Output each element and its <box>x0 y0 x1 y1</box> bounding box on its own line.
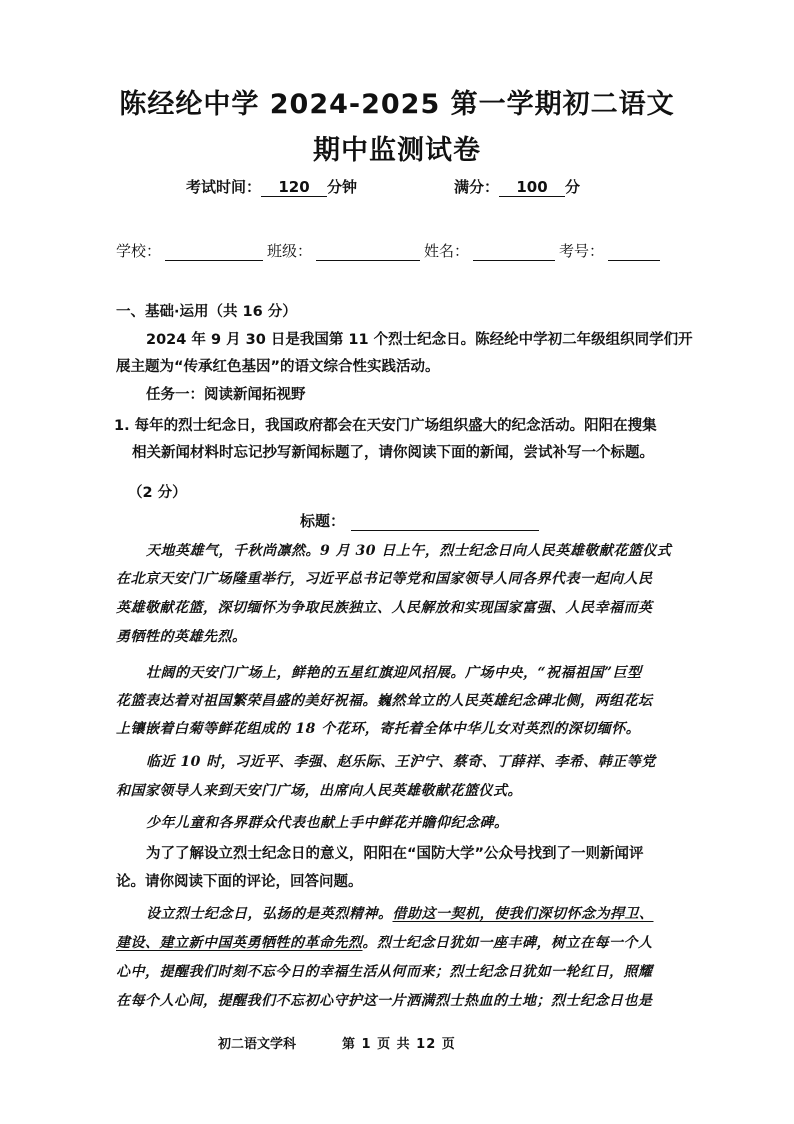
exam-time-label: 考试时间： <box>186 178 262 196</box>
student-info-row <box>116 240 676 261</box>
news-p1-line4: 勇牺牲的英雄先烈。 <box>116 629 247 645</box>
exam-score-value: 100 <box>499 178 565 197</box>
news-p1-line2: 在北京天安门广场隆重举行，习近平总书记等党和国家领导人同各界代表一起向人民 <box>116 571 653 587</box>
news-p2-line2: 花篮表达着对祖国繁荣昌盛的美好祝福。巍然耸立的人民英雄纪念碑北侧，两组花坛 <box>116 693 653 709</box>
news-p2-line3: 上镶嵌着白菊等鲜花组成的 18 个花环，寄托着全体中华儿女对英烈的深切缅怀。 <box>116 721 641 737</box>
footer-page-number: 第 1 页 共 12 页 <box>342 1037 456 1052</box>
news-p3-line1: 临近 10 时，习近平、李强、赵乐际、王沪宁、蔡奇、丁薛祥、李希、韩正等党 <box>146 754 656 770</box>
headline-answer-row <box>300 510 539 531</box>
headline-answer-field[interactable] <box>351 514 539 531</box>
news-p1-line1: 天地英雄气，千秋尚凛然。9 月 30 日上午，烈士纪念日向人民英雄敬献花篮仪式 <box>146 543 672 559</box>
name-label: 姓名： <box>424 242 470 260</box>
class-label: 班级： <box>267 242 313 260</box>
task1-heading: 任务一：阅读新闻拓视野 <box>146 387 306 403</box>
exam-title-line2: 期中监测试卷 <box>313 135 481 166</box>
news-p3-line2: 和国家领导人来到天安门广场，出席向人民英雄敬献花篮仪式。 <box>116 783 522 799</box>
news-p1-line3: 英雄敬献花篮，深切缅怀为争取民族独立、人民解放和实现国家富强、人民幸福而英 <box>116 600 653 616</box>
exam-time-value: 120 <box>261 178 327 197</box>
exam-title-line1: 陈经纶中学 2024-2025 第一学期初二语文 <box>119 89 675 120</box>
question1-points: （2 分） <box>128 485 187 501</box>
commentary-line4: 在每个人心间，提醒我们不忘初心守护这一片洒满烈士热血的土地；烈士纪念日也是 <box>116 993 653 1009</box>
section1-intro-line1: 2024 年 9 月 30 日是我国第 11 个烈士纪念日。陈经纶中学初二年级组织同学们开 <box>146 332 693 348</box>
exam-score-label: 满分： <box>454 178 500 196</box>
section1-heading: 一、基础·运用（共 16 分） <box>116 304 297 320</box>
class-field[interactable] <box>316 244 420 261</box>
school-label: 学校： <box>116 242 162 260</box>
commentary-line1-plain: 设立烈士纪念日，弘扬的是英烈精神。 <box>146 906 393 922</box>
school-field[interactable] <box>165 244 263 261</box>
question1-line1: 1. 每年的烈士纪念日，我国政府都会在天安门广场组织盛大的纪念活动。阳阳在搜集 <box>114 418 657 434</box>
exam-score-unit: 分 <box>565 178 581 196</box>
commentary-line3: 心中，提醒我们时刻不忘今日的幸福生活从何而来；烈士纪念日犹如一轮红日，照耀 <box>116 964 653 980</box>
news-p4-line1: 少年儿童和各界群众代表也献上手中鲜花并瞻仰纪念碑。 <box>146 815 509 831</box>
exam-time <box>186 176 357 197</box>
name-field[interactable] <box>473 244 555 261</box>
footer-subject: 初二语文学科 <box>218 1037 297 1052</box>
commentary-line2-plain: 。烈士纪念日犹如一座丰碑，树立在每一个人 <box>362 935 653 951</box>
headline-label: 标题： <box>300 512 346 530</box>
exam-score <box>454 176 580 197</box>
commentary-line1 <box>146 903 686 923</box>
commentary-underlined-sentence-part1: 借助这一契机，使我们深切怀念为捍卫、 <box>392 906 654 922</box>
news-p2-line1: 壮阔的天安门广场上，鲜艳的五星红旗迎风招展。广场中央，“祝福祖国”巨型 <box>146 665 642 681</box>
exam-time-unit: 分钟 <box>327 178 358 196</box>
number-label: 考号： <box>559 242 605 260</box>
number-field[interactable] <box>608 244 660 261</box>
commentary-intro-line1: 为了了解设立烈士纪念日的意义，阳阳在“国防大学”公众号找到了一则新闻评 <box>146 846 644 862</box>
question1-line2: 相关新闻材料时忘记抄写新闻标题了，请你阅读下面的新闻，尝试补写一个标题。 <box>132 445 654 461</box>
commentary-underlined-sentence-part2: 建设、建立新中国英勇牺牲的革命先烈 <box>116 935 363 951</box>
commentary-intro-line2: 论。请你阅读下面的评论，回答问题。 <box>116 874 363 890</box>
section1-intro-line2: 展主题为“传承红色基因”的语文综合性实践活动。 <box>116 359 440 375</box>
commentary-line2 <box>116 932 686 952</box>
